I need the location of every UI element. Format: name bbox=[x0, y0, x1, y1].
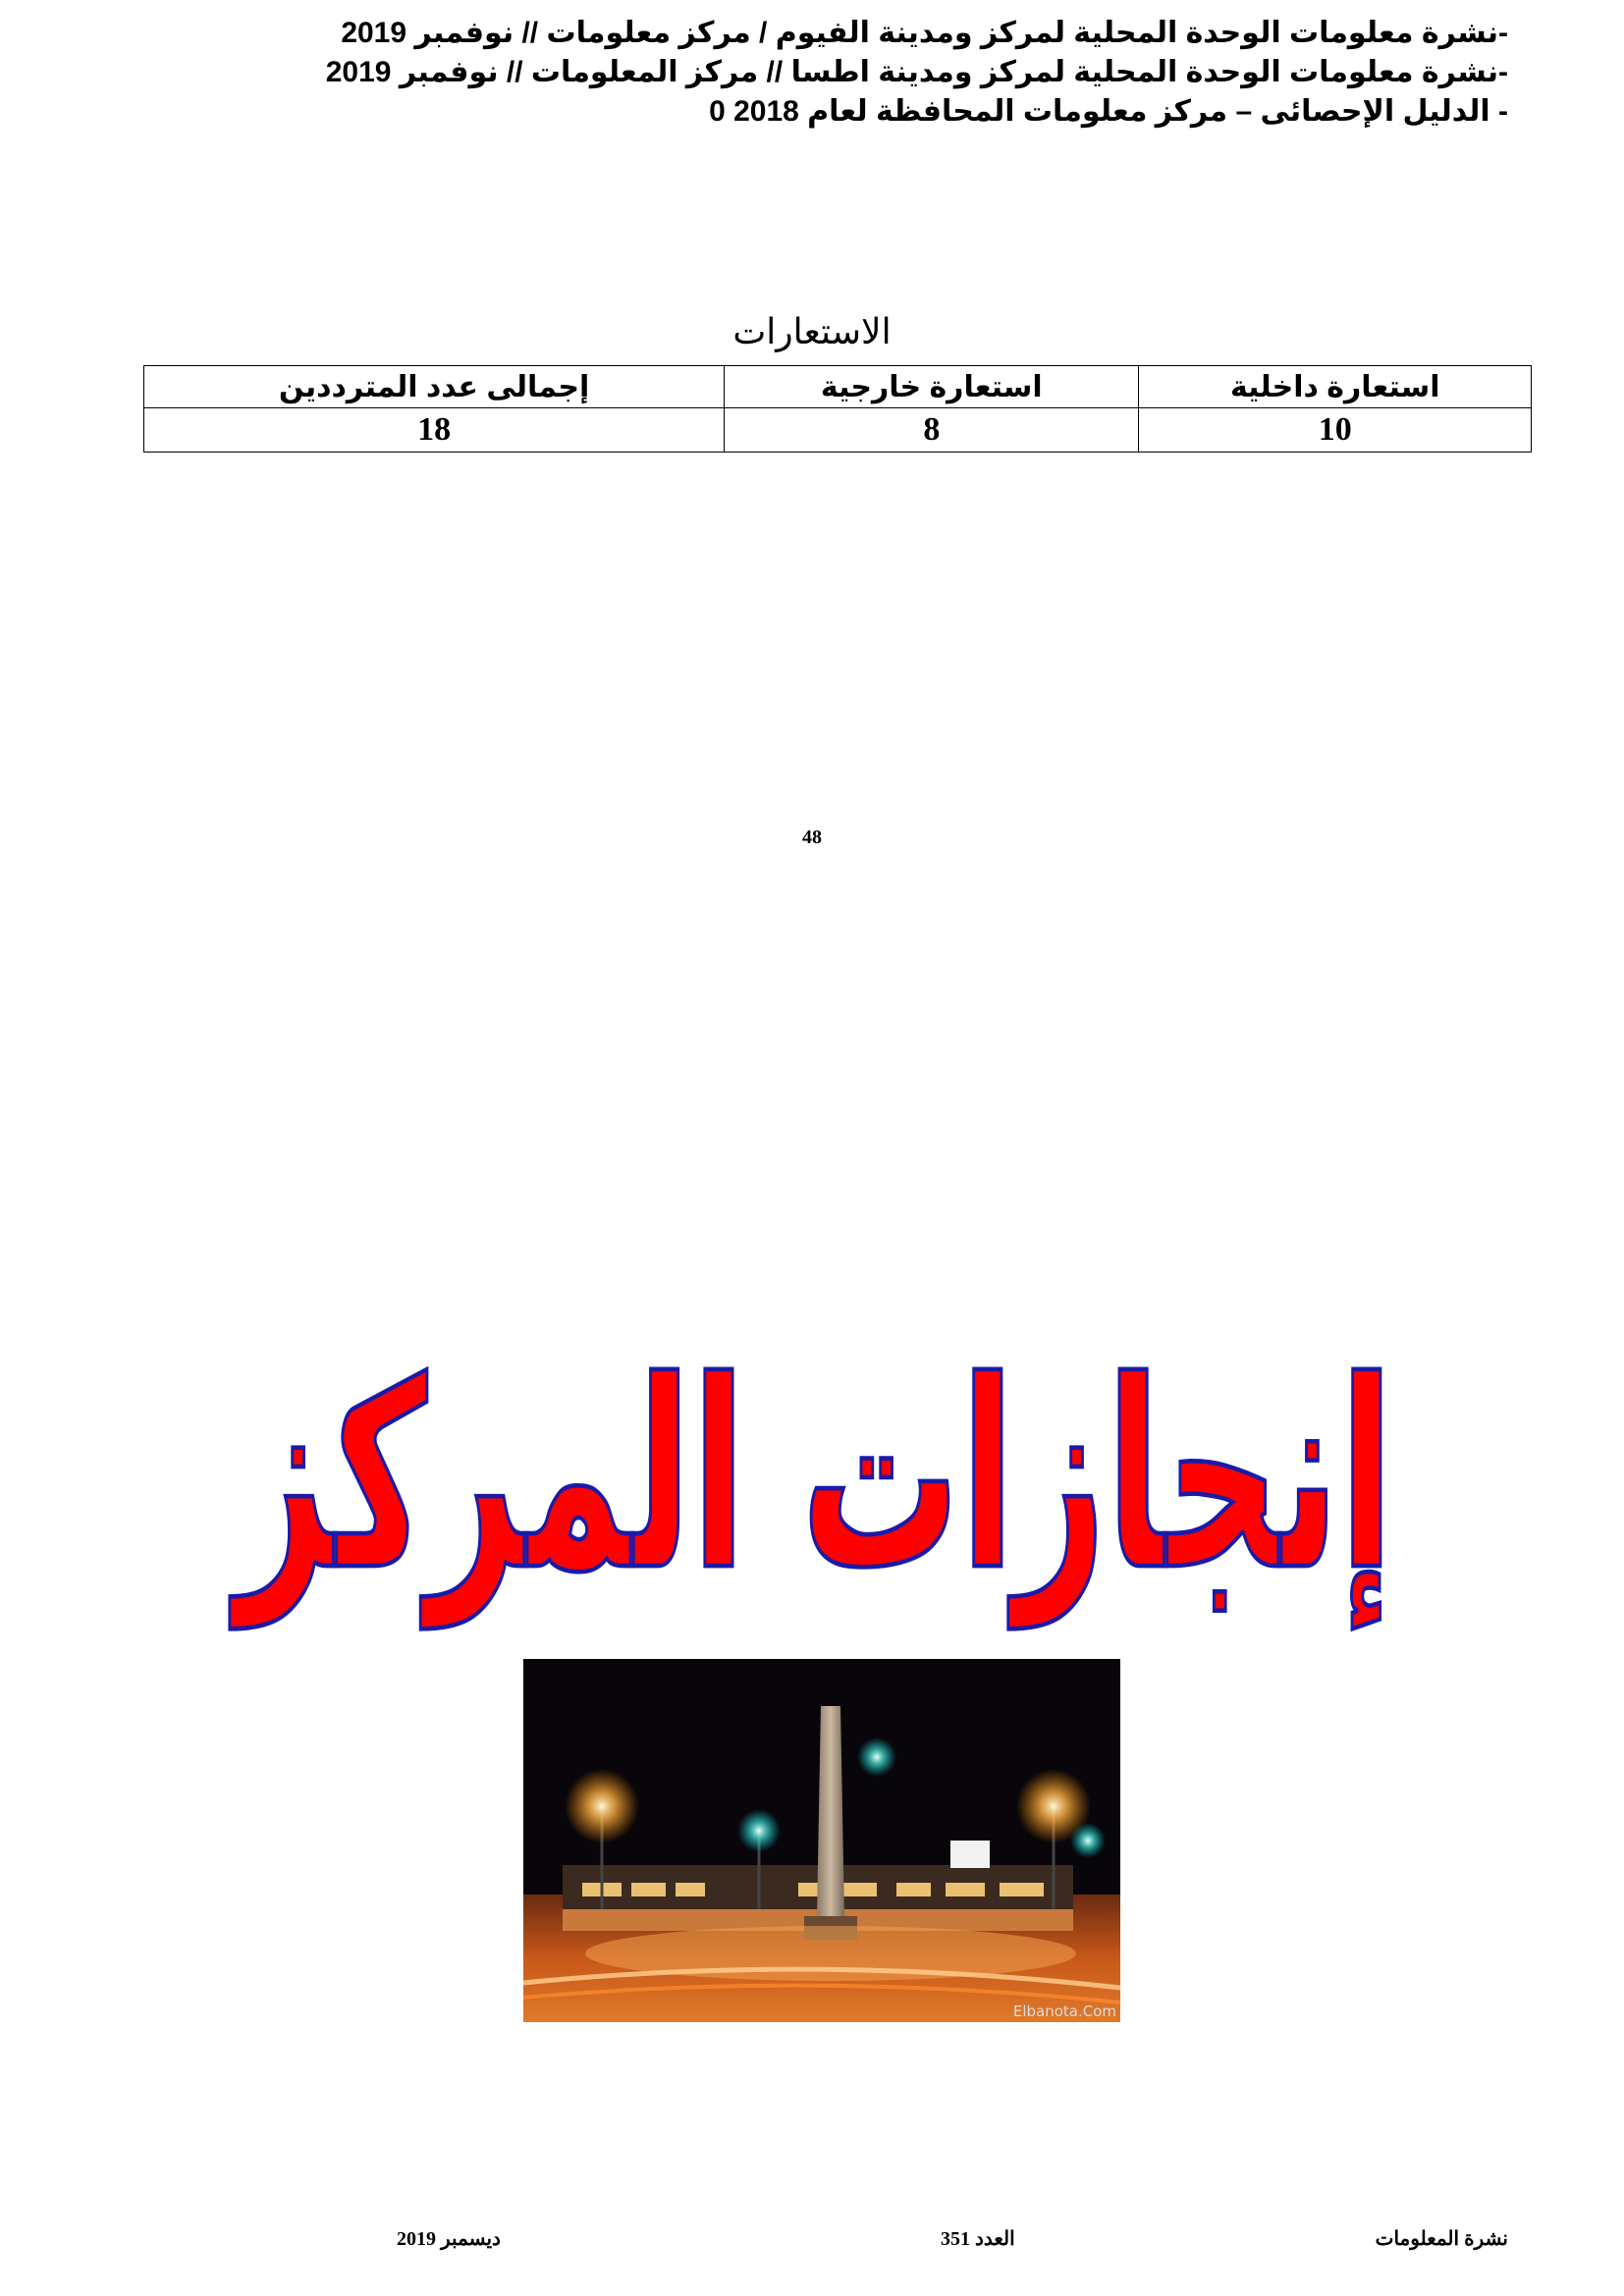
header-internal-loans: استعارة داخلية bbox=[1139, 366, 1532, 408]
city-night-photo bbox=[523, 1659, 1120, 2022]
table-header-row bbox=[144, 366, 1532, 408]
header-external-loans: استعارة خارجية bbox=[725, 366, 1139, 408]
value-total-visitors: 18 bbox=[144, 408, 725, 453]
footer-date: ديسمبر 2019 bbox=[397, 2228, 501, 2250]
section-title-art bbox=[236, 1325, 1394, 1669]
footer-issue: العدد 351 bbox=[941, 2228, 1015, 2250]
photo-watermark: Elbanota.Com bbox=[1012, 2002, 1116, 2020]
header-total-visitors: إجمالى عدد المترددين bbox=[144, 366, 725, 408]
loans-table bbox=[143, 365, 1532, 453]
page-number: 48 bbox=[802, 827, 822, 848]
value-internal-loans: 10 bbox=[1139, 408, 1532, 453]
table-row bbox=[144, 408, 1532, 453]
value-external-loans: 8 bbox=[725, 408, 1139, 453]
reference-line: -نشرة معلومات الوحدة المحلية لمركز ومدينة اطسا // مركز المعلومات // نوفمبر 2019 bbox=[325, 56, 1508, 88]
table-caption: الاستعارات bbox=[732, 312, 892, 352]
footer-publication: نشرة المعلومات bbox=[1375, 2228, 1508, 2250]
reference-line: - الدليل الإحصائى – مركز معلومات المحافظة لعام 2018 0 bbox=[709, 95, 1508, 128]
references-list bbox=[281, 14, 1508, 132]
photo-illustration bbox=[523, 1659, 1120, 2022]
reference-line: -نشرة معلومات الوحدة المحلية لمركز ومدينة الفيوم / مركز معلومات // نوفمبر 2019 bbox=[341, 17, 1508, 49]
section-title: إنجازات المركز bbox=[236, 1325, 1394, 1628]
